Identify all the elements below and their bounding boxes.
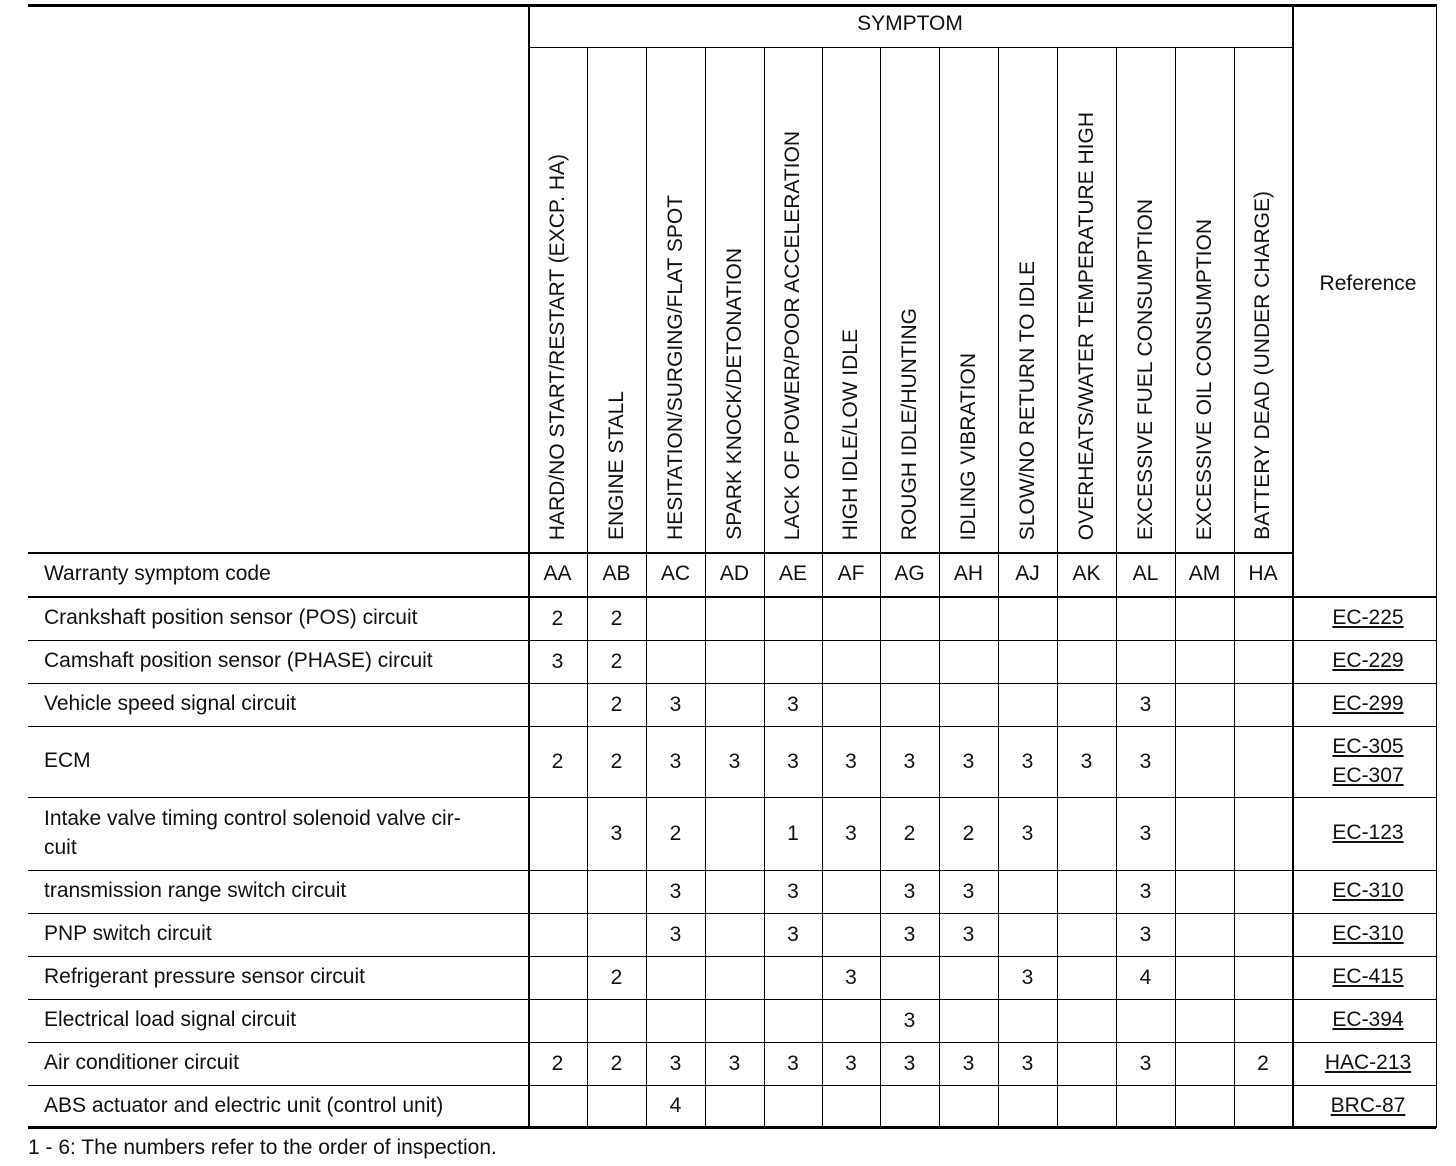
row-label: Vehicle speed signal circuit bbox=[44, 692, 297, 715]
inspection-order-value: 3 bbox=[962, 922, 975, 946]
symptom-header-ab: ENGINE STALL bbox=[604, 391, 628, 540]
row-label: ABS actuator and electric unit (control unit) bbox=[44, 1093, 444, 1117]
inspection-order-value: 2 bbox=[903, 821, 916, 845]
row-divider bbox=[28, 870, 1436, 871]
inspection-order-value: 3 bbox=[551, 649, 564, 673]
table-top-border bbox=[28, 4, 1436, 7]
symptom-column-divider bbox=[939, 47, 940, 1128]
inspection-order-value: 4 bbox=[1139, 965, 1152, 989]
inspection-order-value: 3 bbox=[1139, 821, 1152, 845]
row-divider bbox=[28, 1042, 1436, 1043]
inspection-order-value: 3 bbox=[1139, 922, 1152, 946]
symptom-header-ad: SPARK KNOCK/DETONATION bbox=[722, 248, 746, 540]
row-label: Air conditioner circuit bbox=[44, 1051, 239, 1074]
warranty-code-af: AF bbox=[837, 562, 865, 585]
symptom-header-ag: ROUGH IDLE/HUNTING bbox=[897, 307, 921, 540]
inspection-order-value: 2 bbox=[610, 692, 623, 716]
inspection-order-value: 3 bbox=[728, 749, 741, 773]
inspection-order-value: 3 bbox=[1080, 749, 1093, 773]
symptom-header-aj: SLOW/NO RETURN TO IDLE bbox=[1015, 260, 1039, 540]
inspection-order-value: 3 bbox=[903, 749, 916, 773]
row-divider bbox=[28, 999, 1436, 1000]
row-label: transmission range switch circuit bbox=[44, 879, 347, 902]
inspection-order-value: 3 bbox=[787, 922, 799, 946]
inspection-order-value: 2 bbox=[551, 606, 564, 630]
row-divider bbox=[28, 1085, 1436, 1086]
symptom-header-ak: OVERHEATS/WATER TEMPERATURE HIGH bbox=[1074, 111, 1098, 540]
inspection-order-value: 3 bbox=[903, 879, 916, 903]
footnote: 1 - 6: The numbers refer to the order of inspection. bbox=[28, 1136, 497, 1159]
reference-link[interactable]: EC-310 bbox=[1332, 879, 1404, 902]
row-divider bbox=[28, 726, 1436, 727]
inspection-order-value: 3 bbox=[1139, 749, 1152, 773]
table-right-border bbox=[1436, 4, 1437, 1128]
inspection-order-value: 3 bbox=[1021, 821, 1034, 845]
inspection-order-value: 3 bbox=[610, 821, 623, 845]
inspection-order-value: 2 bbox=[610, 606, 623, 630]
row-label: Crankshaft position sensor (POS) circuit bbox=[44, 606, 418, 629]
code-row-bottom-border bbox=[28, 596, 1436, 598]
symptom-column-divider bbox=[705, 47, 706, 1128]
inspection-order-value: 3 bbox=[669, 922, 682, 946]
symptom-header: SYMPTOM bbox=[857, 12, 963, 35]
symptom-title-divider bbox=[528, 47, 1292, 48]
symptom-column-divider bbox=[764, 47, 765, 1128]
inspection-order-value: 3 bbox=[787, 1051, 799, 1075]
inspection-order-value: 2 bbox=[1257, 1051, 1269, 1075]
warranty-code-aj: AJ bbox=[1015, 562, 1040, 585]
inspection-order-value: 2 bbox=[669, 821, 682, 845]
inspection-order-value: 3 bbox=[903, 1051, 916, 1075]
inspection-order-value: 3 bbox=[1021, 1051, 1034, 1075]
inspection-order-value: 3 bbox=[903, 1008, 916, 1032]
row-divider bbox=[28, 913, 1436, 914]
reference-link[interactable]: HAC-213 bbox=[1324, 1051, 1412, 1074]
inspection-order-value: 1 bbox=[787, 821, 799, 845]
symptom-column-divider bbox=[1057, 47, 1058, 1128]
symptom-header-ae: LACK OF POWER/POOR ACCELERATION bbox=[781, 130, 804, 540]
symptom-header-ah: IDLING VIBRATION bbox=[956, 352, 980, 540]
inspection-order-value: 3 bbox=[669, 879, 682, 903]
reference-link[interactable]: EC-123 bbox=[1332, 821, 1404, 844]
reference-header: Reference bbox=[1319, 272, 1417, 295]
symptom-header-ac: HESITATION/SURGING/FLAT SPOT bbox=[663, 195, 687, 540]
reference-link[interactable]: EC-394 bbox=[1332, 1008, 1404, 1031]
inspection-order-value: 3 bbox=[669, 749, 682, 773]
inspection-order-value: 3 bbox=[669, 692, 682, 716]
reference-link[interactable]: BRC-87 bbox=[1330, 1093, 1406, 1117]
symptom-header-af: HIGH IDLE/LOW IDLE bbox=[839, 328, 862, 540]
reference-link[interactable]: EC-415 bbox=[1332, 965, 1404, 988]
inspection-order-value: 3 bbox=[845, 1051, 857, 1075]
reference-column-divider bbox=[1292, 4, 1294, 1128]
symptom-header-aa: HARD/NO START/RESTART (EXCP. HA) bbox=[545, 153, 569, 540]
inspection-order-value: 2 bbox=[610, 965, 623, 989]
symptom-header-al: EXCESSIVE FUEL CONSUMPTION bbox=[1133, 198, 1157, 540]
row-label: Intake valve timing control solenoid valve cir- bbox=[44, 806, 461, 830]
row-label: PNP switch circuit bbox=[44, 922, 212, 945]
inspection-order-value: 4 bbox=[669, 1094, 682, 1117]
inspection-order-value: 2 bbox=[962, 821, 975, 845]
inspection-order-value: 2 bbox=[610, 1051, 623, 1075]
reference-link[interactable]: EC-229 bbox=[1332, 649, 1404, 672]
symptom-header-ha: BATTERY DEAD (UNDER CHARGE) bbox=[1251, 191, 1274, 540]
reference-link[interactable]: EC-310 bbox=[1332, 922, 1404, 945]
row-divider bbox=[28, 640, 1436, 641]
warranty-code-ah: AH bbox=[953, 562, 984, 585]
row-divider bbox=[28, 797, 1436, 798]
reference-link[interactable]: EC-305 bbox=[1332, 734, 1404, 758]
warranty-code-al: AL bbox=[1132, 562, 1159, 585]
inspection-order-value: 3 bbox=[962, 879, 975, 903]
warranty-code-ae: AE bbox=[778, 562, 807, 585]
symptom-column-divider bbox=[646, 47, 647, 1128]
symptom-header-am: EXCESSIVE OIL CONSUMPTION bbox=[1192, 218, 1216, 540]
inspection-order-value: 3 bbox=[1139, 692, 1152, 716]
inspection-order-value: 3 bbox=[845, 965, 857, 989]
warranty-code-label: Warranty symptom code bbox=[44, 562, 271, 585]
inspection-order-value: 2 bbox=[610, 749, 623, 773]
reference-link[interactable]: EC-307 bbox=[1332, 763, 1404, 787]
warranty-code-ab: AB bbox=[602, 562, 631, 585]
row-divider bbox=[28, 683, 1436, 684]
inspection-order-value: 3 bbox=[903, 922, 916, 946]
row-divider bbox=[28, 956, 1436, 957]
inspection-order-value: 2 bbox=[551, 749, 564, 773]
symptom-column-divider bbox=[1175, 47, 1176, 1128]
warranty-code-am: AM bbox=[1188, 562, 1221, 585]
reference-link[interactable]: EC-225 bbox=[1332, 606, 1404, 629]
symptom-column-divider bbox=[1234, 47, 1235, 1128]
inspection-order-value: 3 bbox=[669, 1051, 682, 1075]
inspection-order-value: 3 bbox=[787, 749, 799, 773]
inspection-order-value: 3 bbox=[1021, 749, 1034, 773]
header-bottom-border bbox=[28, 552, 1292, 554]
row-label: Camshaft position sensor (PHASE) circuit bbox=[44, 649, 433, 672]
inspection-order-value: 2 bbox=[551, 1051, 564, 1075]
table-bottom-border bbox=[28, 1126, 1436, 1129]
inspection-order-value: 3 bbox=[845, 821, 857, 845]
row-label: ECM bbox=[44, 749, 91, 772]
inspection-order-value: 3 bbox=[728, 1051, 741, 1075]
warranty-code-ag: AG bbox=[894, 562, 925, 585]
warranty-code-ac: AC bbox=[660, 562, 691, 585]
inspection-order-value: 3 bbox=[787, 692, 799, 716]
inspection-order-value: 3 bbox=[845, 749, 857, 773]
inspection-order-value: 3 bbox=[1139, 1051, 1152, 1075]
reference-link[interactable]: EC-299 bbox=[1332, 692, 1404, 715]
inspection-order-value: 2 bbox=[610, 649, 623, 673]
inspection-order-value: 3 bbox=[1021, 965, 1034, 989]
inspection-order-value: 3 bbox=[962, 749, 975, 773]
warranty-code-ha: HA bbox=[1248, 562, 1278, 585]
row-label: Electrical load signal circuit bbox=[44, 1008, 297, 1031]
warranty-code-ad: AD bbox=[719, 562, 750, 585]
warranty-code-ak: AK bbox=[1072, 562, 1101, 585]
row-label: Refrigerant pressure sensor circuit bbox=[44, 965, 365, 988]
inspection-order-value: 3 bbox=[1139, 879, 1152, 903]
inspection-order-value: 3 bbox=[787, 879, 799, 903]
inspection-order-value: 3 bbox=[962, 1051, 975, 1075]
row-label: cuit bbox=[44, 835, 77, 859]
symptom-column-divider bbox=[880, 47, 881, 1128]
warranty-code-aa: AA bbox=[543, 562, 572, 585]
